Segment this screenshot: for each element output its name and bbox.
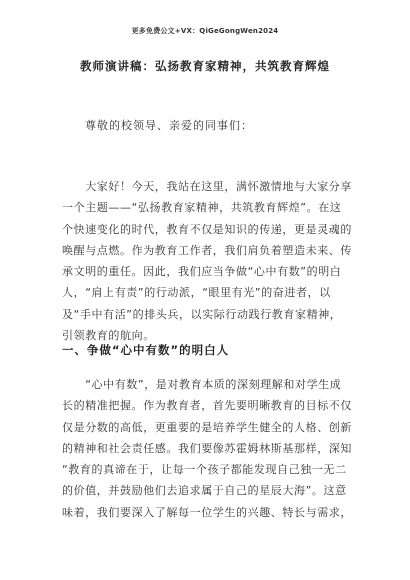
paragraph-line: 唤醒与点燃。作为教育工作者，我们肩负着塑造未来、传	[62, 243, 352, 257]
paragraph-line: 长的精准把握。作为教育者，首先要明晰教育的目标不仅	[62, 399, 352, 413]
paragraph-line: 大家好！今天，我站在这里，满怀激情地与大家分享	[62, 180, 352, 193]
paragraph-line: 的精神和社会责任感。我们要像苏霍姆林斯基那样，深知	[62, 441, 352, 455]
paragraph-line: 个快速变化的时代，教育不仅是知识的传递，更是灵魂的	[62, 222, 352, 236]
header-note: 更多免费公文+VX：QiGeGongWen2024	[131, 27, 279, 35]
paragraph-line: 一个主题——“弘扬教育家精神，共筑教育辉煌”。在这	[62, 201, 342, 215]
salutation: 尊敬的校领导、亲爱的同事们：	[85, 119, 253, 132]
paragraph-line: 味着，我们要深入了解每一位学生的兴趣、特长与需求，	[62, 505, 352, 519]
paragraph-line: 承文明的重任。因此，我们应当争做“心中有数”的明白	[62, 265, 342, 279]
paragraph-line: “心中有数”，是对教育本质的深刻理解和对学生成	[62, 378, 342, 391]
paragraph-line: 引领教育的航向。	[62, 329, 155, 343]
paragraph-line: 及“手中有活”的排头兵，以实际行动践行教育家精神，	[62, 307, 342, 321]
section-heading: 一、争做“心中有数”的明白人	[62, 343, 230, 357]
paragraph-line: 仅是分数的高低，更重要的是培养学生健全的人格、创新	[62, 420, 352, 434]
page-title: 教师演讲稿：弘扬教育家精神，共筑教育辉煌	[80, 59, 330, 73]
paragraph-section1	[62, 374, 354, 523]
paragraph-line: “教育的真谛在于，让每一个孩子都能发现自己独一无二	[62, 463, 347, 477]
paragraph-line: 的价值，并鼓励他们去追求属于自己的星辰大海”。这意	[62, 484, 347, 498]
paragraph-intro	[62, 176, 354, 346]
paragraph-line: 人，“肩上有责”的行动派，“眼里有光”的奋进者，以	[62, 286, 331, 300]
